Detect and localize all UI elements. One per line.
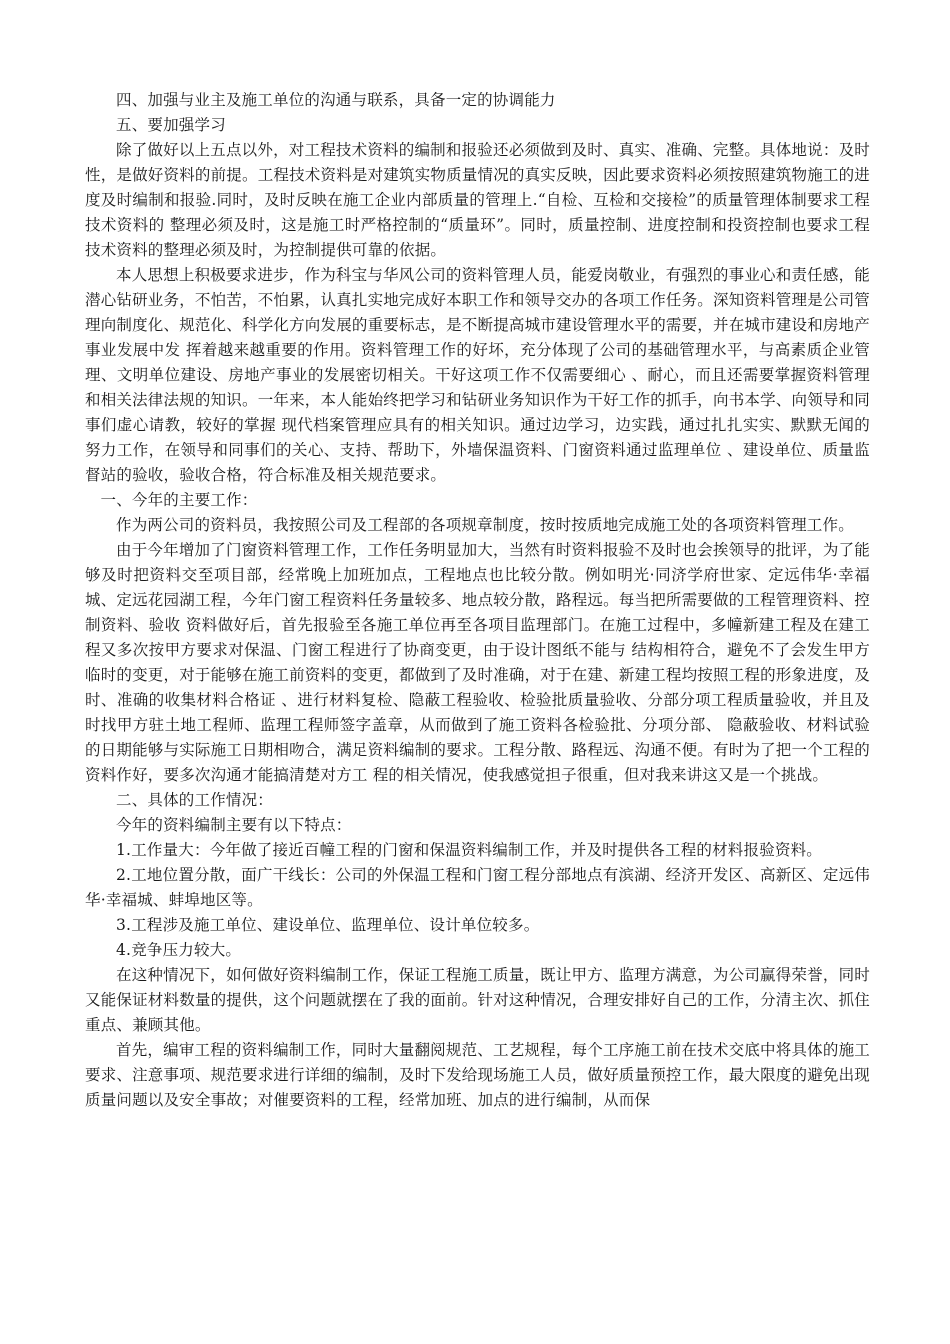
paragraph-features-intro: 今年的资料编制主要有以下特点： [116, 816, 352, 834]
heading-main-work: 一、今年的主要工作： [100, 491, 258, 509]
paragraph-timeliness: 除了做好以上五点以外，对工程技术资料的编制和报验还必须做到及时、真实、准确、完整。具体地说：及时性，是做好资料的前提。工程技术资料是对建筑实物质量情况的真实反映，因此要求资料必须按照建筑物施工的进度及时编制和报验.同时，及时反映在施工企业内部质量的管理上.“自检、互检和交接检”的质量管理体制要求工程技术资料的 整理必须及时，这是施工时严格控制的“质量环”。同时，质量控制、进度控制和投资控制也要求工程技术资料的整理必须及时，为控制提供可靠的依据。 [85, 141, 871, 259]
list-item-3: 3.工程涉及施工单位、建设单位、监理单位、设计单位较多。 [116, 916, 540, 934]
paragraph-situation: 在这种情况下，如何做好资料编制工作，保证工程施工质量，既让甲方、监理方满意，为公司赢得荣誉，同时又能保证材料数量的提供，这个问题就摆在了我的面前。针对这种情况，合理安排好自己的工作，分清主次、抓住重点、兼顾其他。 [85, 966, 871, 1034]
list-item-4: 4.竞争压力较大。 [116, 941, 242, 959]
paragraph-workload: 由于今年增加了门窗资料管理工作，工作任务明显加大，当然有时资料报验不及时也会挨领导的批评，为了能够及时把资料交至项目部，经常晚上加班加点，工程地点也比较分散。例如明光·同济学府世家、定远伟华·幸福城、定远花园湖工程，今年门窗工程资料任务量较多、地点较分散，路程远。每当把所需要做的工程管理资料、控制资料、验收 资料做好后，首先报验至各施工单位再至各项目监理部门。在施工过程中，多幢新建工程及在建工程又多次按甲方要求对保温、门窗工程进行了协商变更，由于设计图纸不能与 结构相符合，避免不了会发生甲方临时的变更，对于能够在施工前资料的变更，都做到了及时准确，对于在建、新建工程均按照工程的形象进度，及时、准确的收集材料合格证 、进行材料复检、隐蔽工程验收、检验批质量验收、分部分项工程质量验收，并且及时找甲方驻土地工程师、监理工程师签字盖章，从而做到了施工资料各检验批、分项分部、 隐蔽验收、材料试验的日期能够与实际施工日期相吻合，满足资料编制的要求。工程分散、路程远、沟通不便。有时为了把一个工程的资料作好，要多次沟通才能搞清楚对方工 程的相关情况，使我感觉担子很重，但对我来讲这又是一个挑战。 [85, 541, 871, 784]
heading-four: 四、加强与业主及施工单位的沟通与联系，具备一定的协调能力 [116, 91, 556, 109]
heading-work-details: 二、具体的工作情况： [116, 791, 274, 809]
list-item-2: 2.工地位置分散，面广干线长：公司的外保温工程和门窗工程分部地点有滨湖、经济开发区、高新区、定远伟华·幸福城、蚌埠地区等。 [85, 866, 870, 909]
paragraph-first: 首先，编审工程的资料编制工作，同时大量翻阅规范、工艺规程，每个工序施工前在技术交底中将具体的施工要求、注意事项、规范要求进行详细的编制，及时下发给现场施工人员，做好质量预控工作，最大限度的避免出现质量问题以及安全事故；对催要资料的工程，经常加班、加点的进行编制，从而保 [85, 1041, 871, 1109]
paragraph-self-summary: 本人思想上积极要求进步，作为科宝与华风公司的资料管理人员，能爱岗敬业，有强烈的事业心和责任感，能潜心钻研业务，不怕苦，不怕累，认真扎实地完成好本职工作和领导交办的各项工作任务。深知资料管理是公司管理向制度化、规范化、科学化方向发展的重要标志，是不断提高城市建设管理水平的需要，并在城市建设和房地产事业发展中发 挥着越来越重要的作用。资料管理工作的好坏，充分体现了公司的基础管理水平，与高素质企业管理、文明单位建设、房地产事业的发展密切相关。干好这项工作不仅需要细心 、耐心，而且还需要掌握资料管理和相关法律法规的知识。一年来，本人能始终把学习和钻研业务知识作为干好工作的抓手，向书本学、向领导和同事们虚心请教，较好的掌握 现代档案管理应具有的相关知识。通过边学习，边实践，通过扎扎实实、默默无闻的努力工作，在领导和同事们的关心、支持、帮助下，外墙保温资料、门窗资料通过监理单位 、建设单位、质量监督站的验收，验收合格，符合标准及相关规范要求。 [85, 266, 871, 484]
paragraph-role: 作为两公司的资料员，我按照公司及工程部的各项规章制度，按时按质地完成施工处的各项资料管理工作。 [116, 516, 854, 534]
heading-five: 五、要加强学习 [116, 116, 226, 134]
list-item-1: 1.工作量大：今年做了接近百幢工程的门窗和保温资料编制工作，并及时提供各工程的材料报验资料。 [116, 841, 822, 859]
document-page [85, 88, 870, 1113]
